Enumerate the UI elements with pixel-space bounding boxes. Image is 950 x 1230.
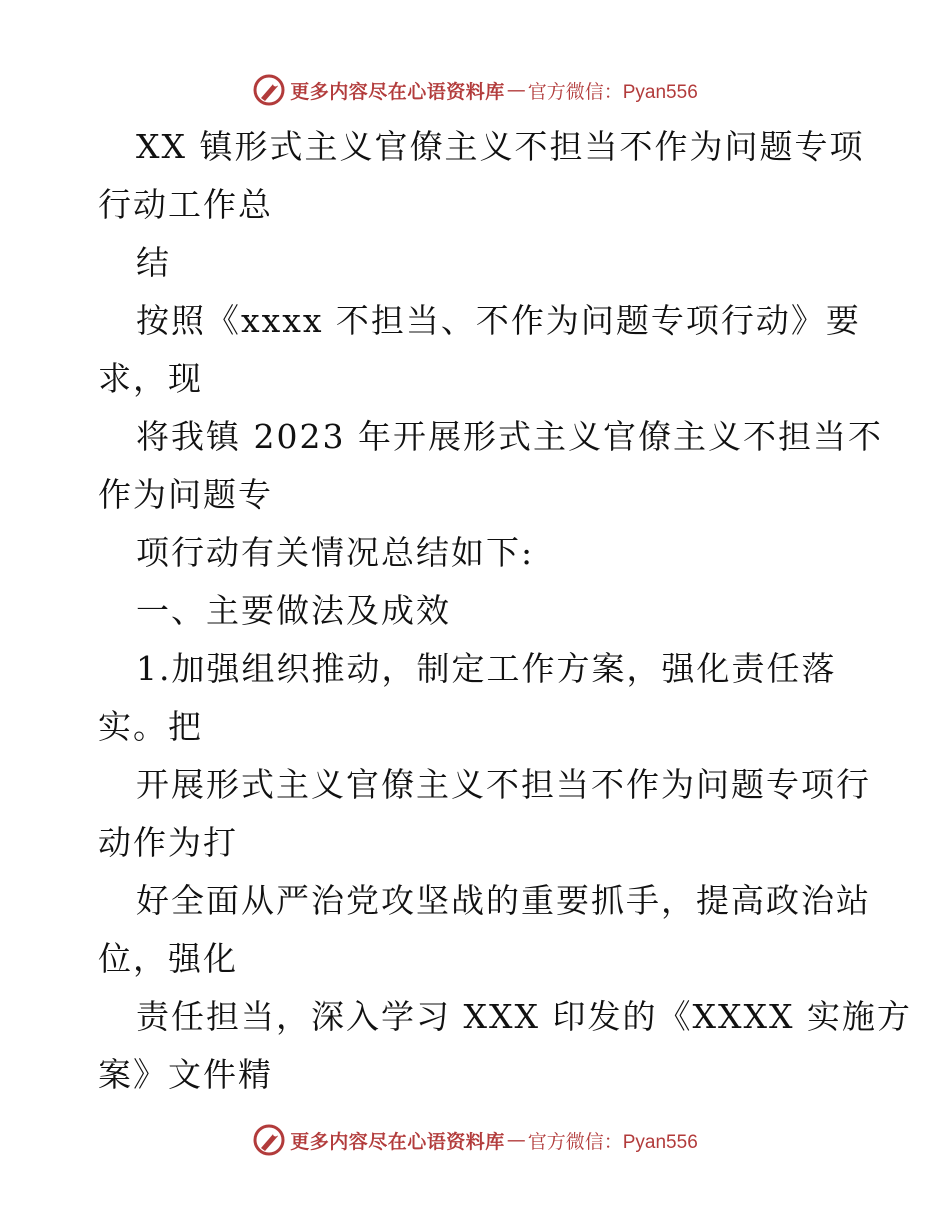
pen-logo-icon: [252, 73, 286, 107]
footer-watermark: [0, 1118, 950, 1162]
text-line: 责任担当，深入学习 XXX 印发的《XXXX 实施方: [136, 997, 912, 1036]
text-line: 行动工作总: [98, 185, 273, 224]
text-line: 项行动有关情况总结如下:: [136, 533, 535, 572]
text-line: 按照《xxxx 不担当、不作为问题专项行动》要: [136, 301, 861, 340]
text-line: 实。把: [98, 707, 203, 746]
watermark-text: 更多内容尽在心语资料库: [290, 1130, 505, 1153]
text-line: 一、主要做法及成效: [136, 591, 451, 630]
watermark-handle: 官方微信：Pyan556: [527, 81, 698, 103]
text-line: 案》文件精: [98, 1055, 273, 1094]
watermark-dash: —: [506, 1129, 526, 1151]
watermark-handle: 官方微信：Pyan556: [527, 1131, 698, 1153]
text-line: 1.加强组织推动，制定工作方案，强化责任落: [136, 649, 837, 688]
text-line: 好全面从严治党攻坚战的重要抓手，提高政治站: [136, 881, 871, 920]
text-line: 开展形式主义官僚主义不担当不作为问题专项行: [136, 765, 871, 804]
watermark-dash: —: [506, 79, 526, 101]
text-line: 结: [136, 243, 171, 282]
pen-logo-icon: [252, 1123, 286, 1157]
text-line: XX 镇形式主义官僚主义不担当不作为问题专项: [136, 127, 865, 166]
watermark-text: 更多内容尽在心语资料库: [290, 80, 505, 103]
document-body: [98, 118, 912, 1104]
text-line: 位，强化: [98, 939, 238, 978]
text-line: 动作为打: [98, 823, 238, 862]
text-line: 将我镇 2023 年开展形式主义官僚主义不担当不: [136, 417, 883, 456]
text-line: 作为问题专: [98, 475, 273, 514]
header-watermark: [0, 68, 950, 112]
text-line: 求，现: [98, 359, 203, 398]
